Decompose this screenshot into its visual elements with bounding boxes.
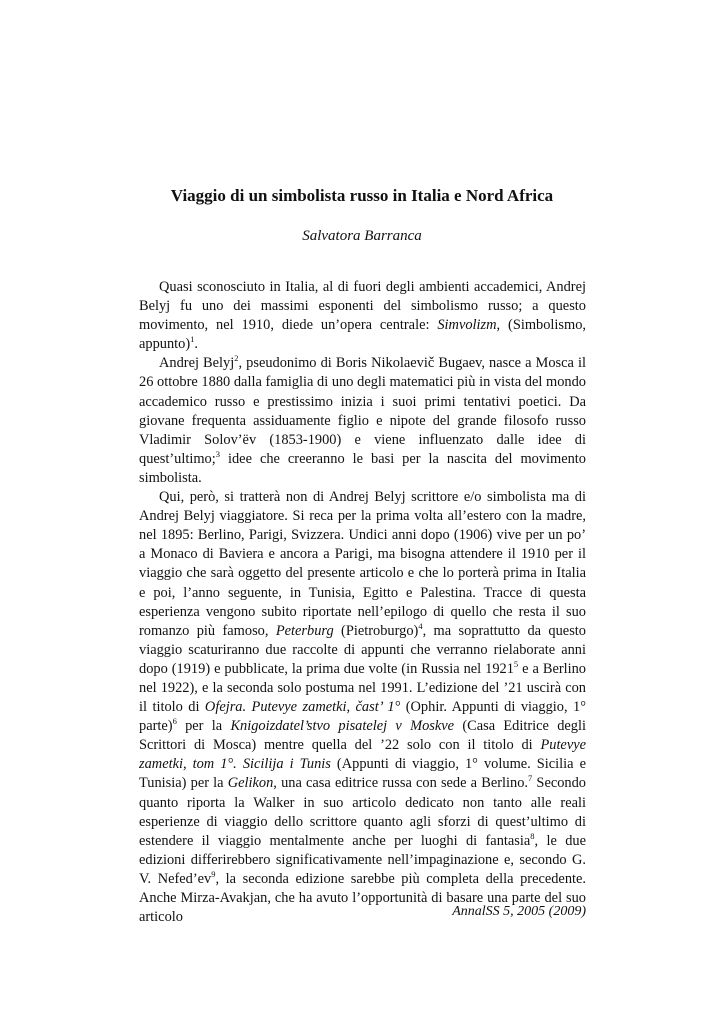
text-run: per la <box>176 718 231 735</box>
text-run: , le due edizioni differirebbero significativamente nell’impaginazione e, secondo G. V. Nefed’ev <box>139 832 586 887</box>
italic-title: Peterburg <box>275 622 334 639</box>
text-run: (Pietroburgo) <box>333 622 419 639</box>
footnote-ref[interactable]: 8 <box>530 830 535 841</box>
italic-title: Knigoizdatel’stvo pisatelej v Moskve <box>230 718 455 735</box>
italic-title: Gelikon <box>227 775 274 792</box>
italic-title: Putevye zametki, tom 1°. Sicilija i Tunis <box>139 737 586 773</box>
paragraph-2 <box>139 354 586 488</box>
article-body <box>139 278 586 927</box>
paragraph-1 <box>139 278 586 354</box>
text-run: Quasi sconosciuto in Italia, al di fuori degli ambienti accademici, Andrej Belyj fu uno dei massimi esponenti del simbolismo russo; a questo movimento, nel 1910, diede un’opera centrale: <box>139 279 586 334</box>
footnote-ref[interactable]: 1 <box>190 334 195 345</box>
italic-title: Simvolizm <box>437 317 497 334</box>
text-run: Secondo quanto riporta la Walker in suo articolo dedicato non tanto alle reali esperienze di viaggio dello scrittore quanto agli sforzi di quest’ultimo di estendere il viaggio mentalmente anche per luoghi di fantasia <box>139 775 586 849</box>
text-run: , (Simbolismo, appunto) <box>139 317 586 353</box>
text-run: , una casa editrice russa con sede a Berlino. <box>273 775 529 792</box>
footnote-ref[interactable]: 7 <box>528 773 533 784</box>
text-run: Qui, però, si tratterà non di Andrej Belyj scrittore e/o simbolista ma di Andrej Belyj viaggiatore. Si reca per la prima volta all’estero con la madre, nel 1895: Berlino, Parigi, Svizzera. Undici anni dopo (1906) vive per un po’ a Monaco di Baviera e ancora a Parigi, ma bisogna attendere il 1910 per il viaggio che sarà oggetto del presente articolo e che lo porterà prima in Italia e poi, l’anno seguente, in Tunisia, Egitto e Palestina. Tracce di questa esperienza vengono subito riportate nell’epilogo di quello che resta il suo romanzo più famoso, <box>139 489 586 639</box>
text-run: , la seconda edizione sarebbe più completa della precedente. Anche Mirza-Avakjan, che ha avuto l’opportunità di basare una parte del suo articolo <box>139 870 587 926</box>
text-run: , pseudonimo di Boris Nikolaevič Bugaev, nasce a Mosca il 26 ottobre 1880 dalla famiglia di uno degli matematici più in vista del mondo accademico russo e prestissimo inizia i suoi primi tentativi poetici. Da giovane frequenta assiduamente figlio e nipote del grande filosofo russo Vladimir Solov’ëv (1853-1900) e viene influenzato dalle idee di quest’ultimo; <box>139 355 586 467</box>
text-run: idee che creeranno le basi per la nascita del movimento simbolista. <box>139 450 586 486</box>
footnote-ref[interactable]: 6 <box>172 716 177 727</box>
text-run: e a Berlino nel 1922), e la seconda solo postuma nel 1991. L’edizione del ’21 uscirà con il titolo di <box>139 660 587 716</box>
journal-footer: AnnalSS 5, 2005 (2009) <box>452 904 586 919</box>
text-run: (Appunti di viaggio, 1° volume. Sicilia e Tunisia) per la <box>139 756 586 792</box>
footnote-ref[interactable]: 3 <box>215 449 220 460</box>
text-run: (Casa Editrice degli Scrittori di Mosca) mentre quella del ’22 solo con il titolo di <box>139 718 586 754</box>
footnote-ref[interactable]: 5 <box>513 659 519 670</box>
article-author: Salvatora Barranca <box>302 228 422 244</box>
article-title: Viaggio di un simbolista russo in Italia e Nord Africa <box>170 186 554 205</box>
text-run: Andrej Belyj <box>159 355 235 372</box>
footnote-ref[interactable]: 9 <box>211 869 216 880</box>
text-run: . <box>194 336 199 353</box>
text-run: , ma soprattutto da questo viaggio scaturiranno due raccolte di appunti che verranno rielaborate anni dopo (1919) e pubblicate, la prima due volte (in Russia nel 1921 <box>139 622 586 677</box>
footnote-ref[interactable]: 2 <box>234 353 239 364</box>
paragraph-3 <box>139 488 586 927</box>
footnote-ref[interactable]: 4 <box>418 620 423 631</box>
italic-title: Ofejra. Putevye zametki, čast’ 1° <box>204 699 401 716</box>
text-run: (Ophir. Appunti di viaggio, 1° parte) <box>139 699 586 735</box>
